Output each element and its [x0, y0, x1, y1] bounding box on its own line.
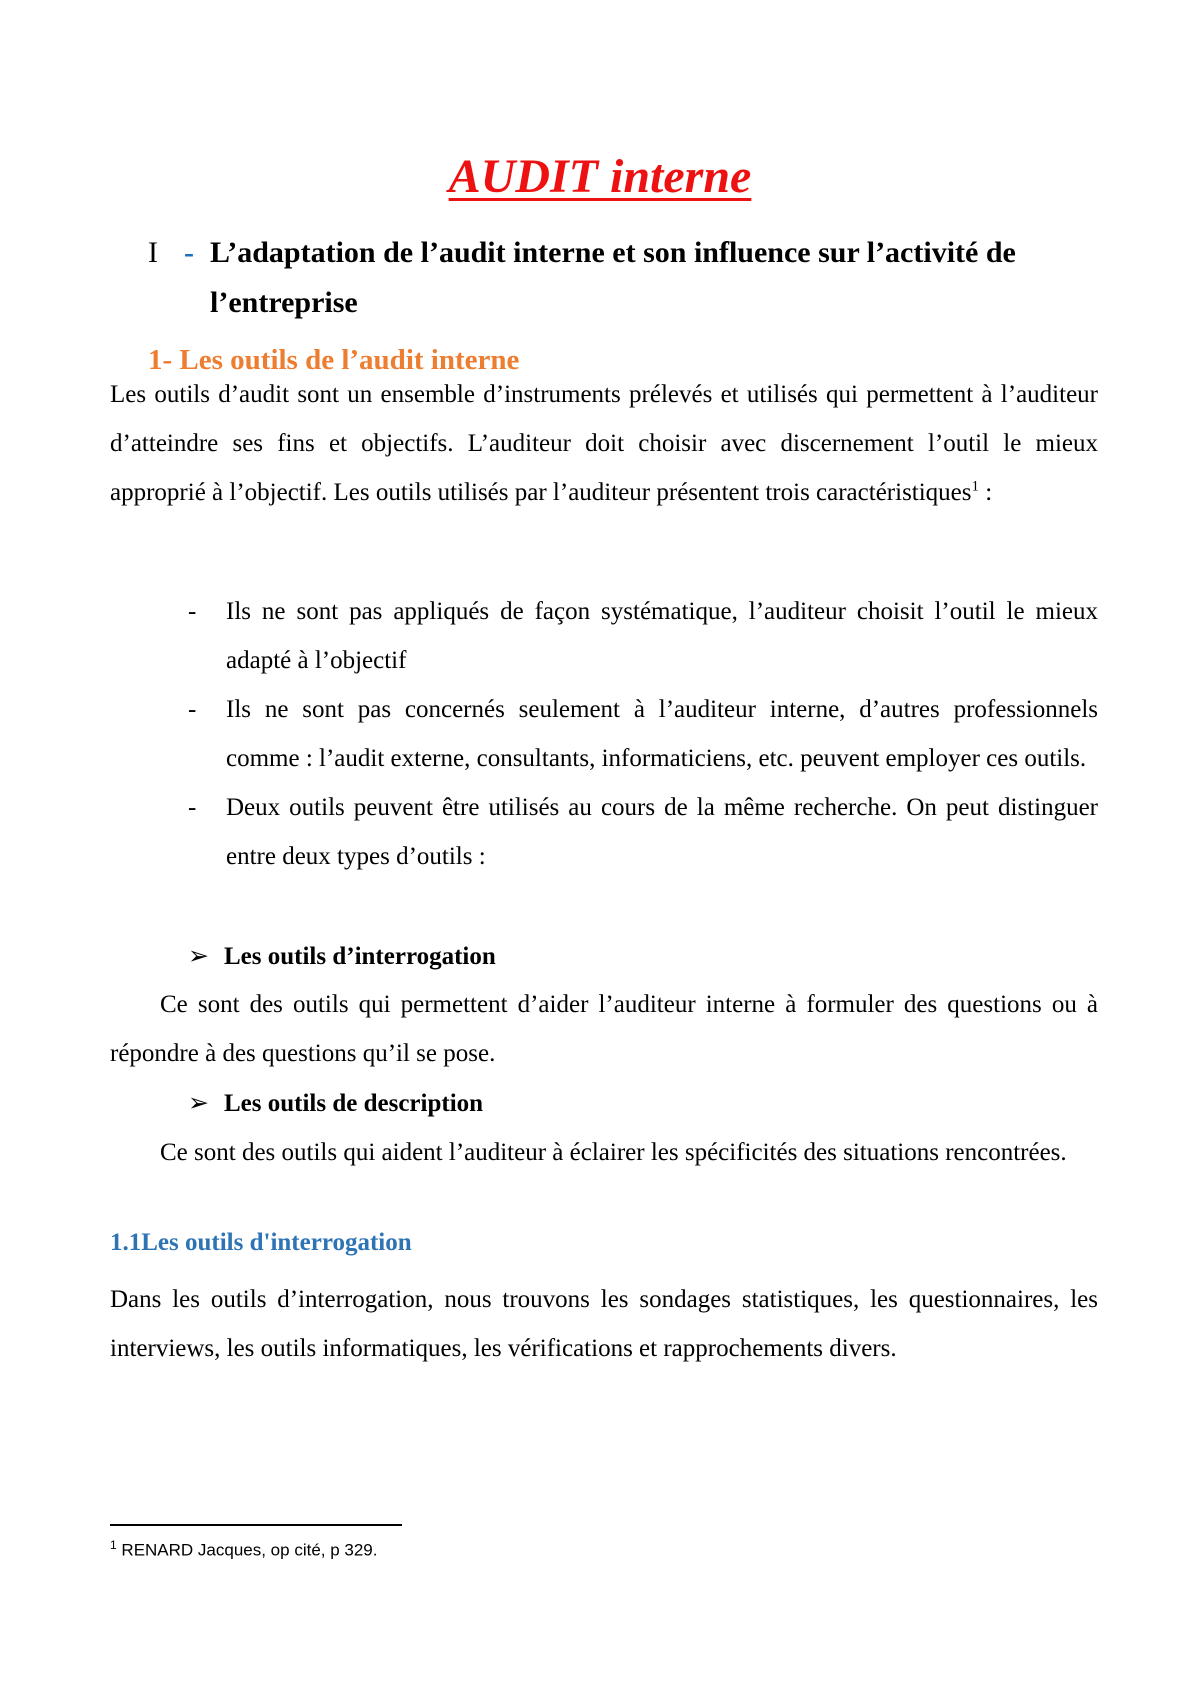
- characteristics-list: [188, 587, 1098, 881]
- list-item: [188, 685, 1098, 783]
- bullet-mark: -: [188, 794, 197, 821]
- arrow-icon: ➢: [188, 943, 209, 970]
- arrow-icon: ➢: [188, 1090, 209, 1117]
- footnote-separator: [110, 1524, 402, 1526]
- intro-text: Les outils d’audit sont un ensemble d’instruments prélevés et utilisés qui permettent à l’auditeur d’atteindre ses fins et objectifs. L’auditeur doit choisir avec discernement l’outil le mieux approprié à l’objectif. Les outils utilisés par l’auditeur présentent trois caractéristiques: [110, 381, 1098, 506]
- intro-paragraph: [110, 370, 1098, 517]
- tool-type-description-heading: [188, 1084, 483, 1124]
- bullet-mark: -: [188, 696, 197, 723]
- section-dash: -: [184, 236, 194, 269]
- tool-type-label: Les outils de description: [224, 1090, 484, 1117]
- list-item-text: Deux outils peuvent être utilisés au cours de la même recherche. On peut distinguer entre deux types d’outils :: [226, 794, 1098, 870]
- subsection-heading: 1- Les outils de l’audit interne: [148, 344, 520, 376]
- list-item-text: Ils ne sont pas appliqués de façon systématique, l’auditeur choisit l’outil le mieux adapté à l’objectif: [226, 598, 1098, 674]
- footnote: [110, 1532, 377, 1564]
- footnote-ref[interactable]: 1: [971, 478, 980, 495]
- footnote-text: RENARD Jacques, op cité, p 329.: [116, 1540, 378, 1560]
- section-title-line1: L’adaptation de l’audit interne et son influence sur l’activité de: [210, 236, 1016, 269]
- list-item: [188, 587, 1098, 685]
- tool-type-label: Les outils d’interrogation: [224, 943, 496, 970]
- tool-type-description: Ce sont des outils qui permettent d’aider l’auditeur interne à formuler des questions ou à répondre à des questions qu’il se pose.: [110, 991, 1098, 1067]
- tool-type-interrogation: [188, 937, 496, 977]
- bullet-mark: -: [188, 598, 197, 625]
- list-item-text: Ils ne sont pas concernés seulement à l’auditeur interne, d’autres professionnels comme : l’audit externe, consultants, informaticiens, etc. peuvent employer ces outils.: [226, 696, 1098, 772]
- subsubsection-heading: 1.1Les outils d'interrogation: [110, 1229, 412, 1256]
- document-title: AUDIT interne: [448, 150, 752, 203]
- section-number: I: [148, 236, 158, 269]
- footnote-number: 1: [110, 1538, 117, 1552]
- tool-type-description: Ce sont des outils qui aident l’auditeur à éclairer les spécificités des situations rencontrées.: [160, 1139, 1067, 1166]
- intro-end: :: [979, 479, 993, 506]
- section-title-line2: l’entreprise: [210, 286, 358, 319]
- interrogation-paragraph: Dans les outils d’interrogation, nous trouvons les sondages statistiques, les questionnaires, les interviews, les outils informatiques, les vérifications et rapprochements divers.: [110, 1286, 1098, 1362]
- list-item: [188, 783, 1098, 881]
